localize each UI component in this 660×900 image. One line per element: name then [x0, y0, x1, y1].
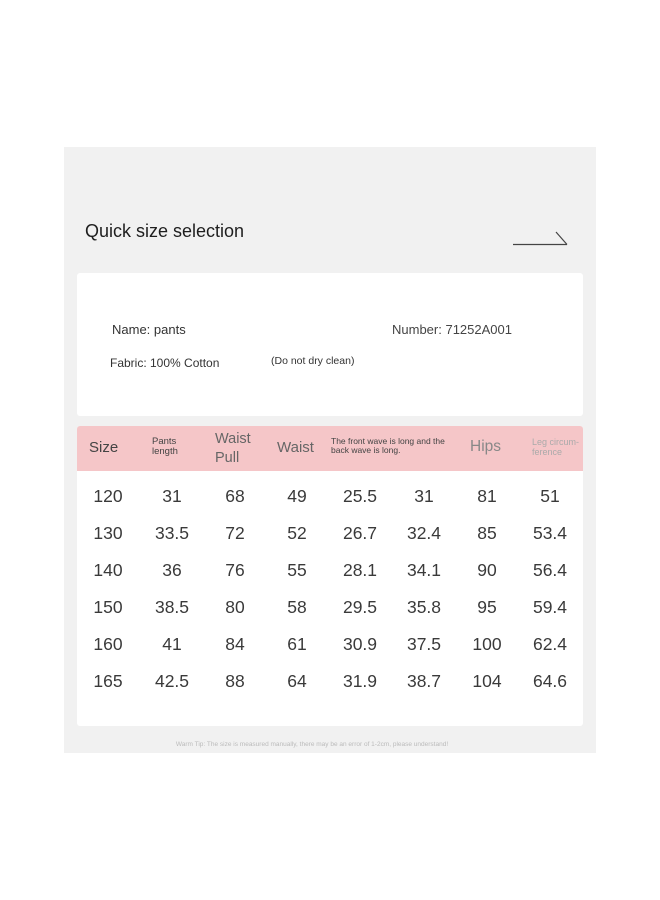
table-cell: 76	[225, 560, 245, 580]
table-cell: 41	[162, 634, 182, 654]
table-cell: 35.8	[406, 597, 442, 617]
table-cell: 84	[225, 634, 245, 654]
table-cell: 26.7	[342, 523, 378, 543]
table-cell: 37.5	[406, 634, 442, 654]
table-cell: 49	[287, 486, 307, 506]
table-cell: 36	[162, 560, 182, 580]
table-row	[77, 560, 583, 597]
table-cell: 28.1	[342, 560, 378, 580]
table-cell: 31	[414, 486, 434, 506]
table-cell: 33.5	[154, 523, 190, 543]
table-body	[77, 486, 583, 708]
table-row	[77, 634, 583, 671]
column-header-wave: The front wave is long and the back wave is long.	[331, 436, 445, 456]
table-cell: 42.5	[154, 671, 190, 691]
table-cell: 53.4	[532, 523, 568, 543]
table-cell: 80	[225, 597, 245, 617]
table-cell: 130	[93, 523, 123, 543]
size-chart-panel	[64, 147, 596, 753]
table-cell: 62.4	[532, 634, 568, 654]
table-row	[77, 671, 583, 708]
table-cell: 68	[225, 486, 245, 506]
table-cell: 38.5	[154, 597, 190, 617]
table-cell: 55	[287, 560, 307, 580]
warm-tip: Warm Tip: The size is measured manually, there may be an error of 1-2cm, please understand!	[175, 741, 449, 748]
product-info-card	[77, 273, 583, 416]
product-fabric: Fabric: 100% Cotton	[110, 356, 220, 370]
table-cell: 52	[287, 523, 307, 543]
table-cell: 25.5	[342, 486, 378, 506]
column-header-leg-circumference: Leg circum- ference	[532, 437, 580, 458]
table-cell: 58	[287, 597, 307, 617]
table-cell: 64.6	[532, 671, 568, 691]
table-cell: 100	[472, 634, 502, 654]
table-cell: 104	[472, 671, 502, 691]
table-cell: 38.7	[406, 671, 442, 691]
table-cell: 90	[477, 560, 497, 580]
table-cell: 140	[93, 560, 123, 580]
table-cell: 160	[93, 634, 123, 654]
column-header-waist: Waist	[277, 439, 314, 456]
table-cell: 150	[93, 597, 123, 617]
table-cell: 81	[477, 486, 497, 506]
table-cell: 34.1	[406, 560, 442, 580]
table-cell: 51	[540, 486, 560, 506]
table-cell: 61	[287, 634, 307, 654]
right-arrow-icon[interactable]	[512, 229, 570, 247]
table-cell: 30.9	[342, 634, 378, 654]
table-cell: 59.4	[532, 597, 568, 617]
table-cell: 88	[225, 671, 245, 691]
table-cell: 56.4	[532, 560, 568, 580]
column-header-size: Size	[89, 439, 119, 456]
column-header-waist-pull: Waist Pull	[215, 431, 251, 466]
table-row	[77, 597, 583, 634]
table-row	[77, 486, 583, 523]
table-cell: 32.4	[406, 523, 442, 543]
table-cell: 72	[225, 523, 245, 543]
size-table	[77, 426, 583, 726]
table-cell: 29.5	[342, 597, 378, 617]
page-title: Quick size selection	[85, 221, 245, 241]
table-header	[77, 426, 583, 471]
care-instruction: (Do not dry clean)	[271, 355, 355, 367]
table-cell: 64	[287, 671, 307, 691]
product-name: Name: pants	[112, 322, 186, 337]
table-cell: 31.9	[342, 671, 378, 691]
table-cell: 95	[477, 597, 497, 617]
column-header-hips: Hips	[470, 438, 502, 455]
table-cell: 165	[93, 671, 123, 691]
table-cell: 120	[93, 486, 123, 506]
product-number: Number: 71252A001	[392, 322, 512, 337]
table-row	[77, 523, 583, 560]
column-header-pants-length: Pants length	[152, 436, 178, 457]
table-cell: 85	[477, 523, 497, 543]
table-cell: 31	[162, 486, 182, 506]
